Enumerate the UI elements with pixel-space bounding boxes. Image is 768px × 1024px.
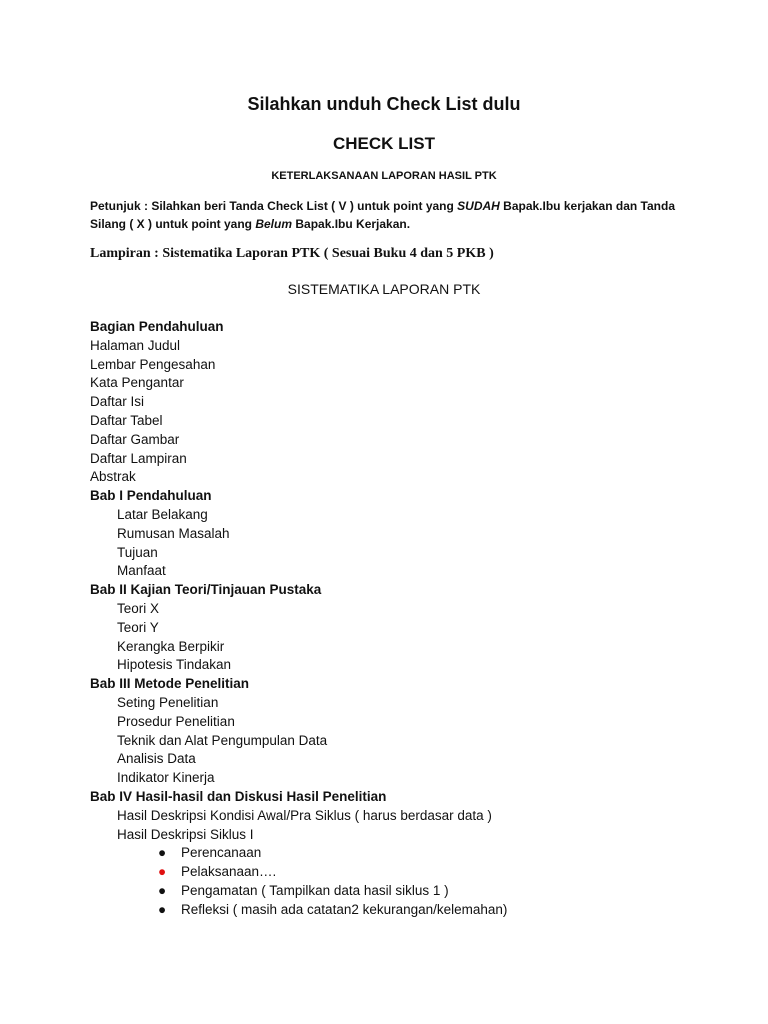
bullet-dot-icon: ● bbox=[158, 882, 167, 898]
section-title: Bab IV Hasil-hasil dan Diskusi Hasil Penelitian bbox=[90, 788, 387, 804]
lampiran-line: Lampiran : Sistematika Laporan PTK ( Sesuai Buku 4 dan 5 PKB ) bbox=[90, 246, 494, 261]
section-title: Bab II Kajian Teori/Tinjauan Pustaka bbox=[90, 582, 322, 598]
list-item: Manfaat bbox=[117, 563, 166, 579]
list-item: Hasil Deskripsi Kondisi Awal/Pra Siklus ( harus berdasar data ) bbox=[117, 807, 492, 823]
instr-text: Petunjuk : Silahkan beri Tanda Check List ( V ) untuk point yang bbox=[90, 199, 458, 213]
bullet-item bbox=[90, 863, 507, 882]
section-title: Bab I Pendahuluan bbox=[90, 488, 212, 504]
list-item: Seting Penelitian bbox=[117, 694, 219, 710]
bullet-text: Refleksi ( masih ada catatan2 kekurangan/kelemahan) bbox=[181, 901, 508, 917]
page-title: Silahkan unduh Check List dulu bbox=[247, 94, 521, 114]
check-list-heading: CHECK LIST bbox=[333, 134, 435, 153]
list-item: Rumusan Masalah bbox=[117, 525, 230, 541]
list-item: Daftar Lampiran bbox=[90, 450, 187, 466]
bullet-dot-icon: ● bbox=[158, 901, 167, 917]
list-item: Daftar Gambar bbox=[90, 431, 180, 447]
list-item: Lembar Pengesahan bbox=[90, 356, 216, 372]
list-item: Hasil Deskripsi Siklus I bbox=[117, 826, 254, 842]
bullet-item bbox=[90, 882, 507, 901]
list-item: Teori Y bbox=[117, 619, 159, 635]
bullet-dot-icon: ● bbox=[158, 845, 167, 861]
section-title: Bagian Pendahuluan bbox=[90, 319, 224, 334]
list-item: Abstrak bbox=[90, 469, 136, 485]
instr-text: Silang ( X ) untuk point yang bbox=[90, 217, 256, 231]
bullet-text: Perencanaan bbox=[181, 845, 262, 861]
bullet-item bbox=[90, 844, 507, 863]
bullet-text: Pelaksanaan…. bbox=[181, 864, 277, 880]
instr-emphasis-sudah: SUDAH bbox=[457, 199, 500, 213]
list-item: Teknik dan Alat Pengumpulan Data bbox=[117, 732, 328, 748]
list-item: Kerangka Berpikir bbox=[117, 638, 225, 654]
list-item: Hipotesis Tindakan bbox=[117, 657, 232, 673]
section-title: Bab III Metode Penelitian bbox=[90, 676, 250, 692]
list-item: Daftar Tabel bbox=[90, 412, 163, 428]
list-item: Halaman Judul bbox=[90, 337, 181, 353]
subtitle-heading: KETERLAKSANAAN LAPORAN HASIL PTK bbox=[271, 170, 497, 182]
instructions-line-2 bbox=[90, 215, 410, 233]
list-item: Latar Belakang bbox=[117, 506, 208, 522]
bullet-item bbox=[90, 901, 507, 920]
list-item: Analisis Data bbox=[117, 751, 196, 767]
bullet-dot-red-icon: ● bbox=[158, 864, 167, 880]
sistematika-title: SISTEMATIKA LAPORAN PTK bbox=[287, 281, 481, 297]
list-item: Daftar Isi bbox=[90, 394, 145, 410]
bullet-text: Pengamatan ( Tampilkan data hasil siklus 1 ) bbox=[181, 882, 449, 898]
list-item: Prosedur Penelitian bbox=[117, 713, 235, 729]
instr-text: Bapak.Ibu Kerjakan. bbox=[292, 217, 411, 231]
instr-text: Bapak.Ibu kerjakan dan Tanda bbox=[499, 199, 675, 213]
instructions-line-1 bbox=[90, 197, 675, 215]
instr-emphasis-belum: Belum bbox=[255, 217, 293, 231]
list-item: Indikator Kinerja bbox=[117, 770, 215, 786]
list-item: Tujuan bbox=[117, 544, 158, 560]
list-item: Kata Pengantar bbox=[90, 375, 184, 391]
list-item: Teori X bbox=[117, 600, 160, 616]
outline-list bbox=[90, 318, 507, 920]
